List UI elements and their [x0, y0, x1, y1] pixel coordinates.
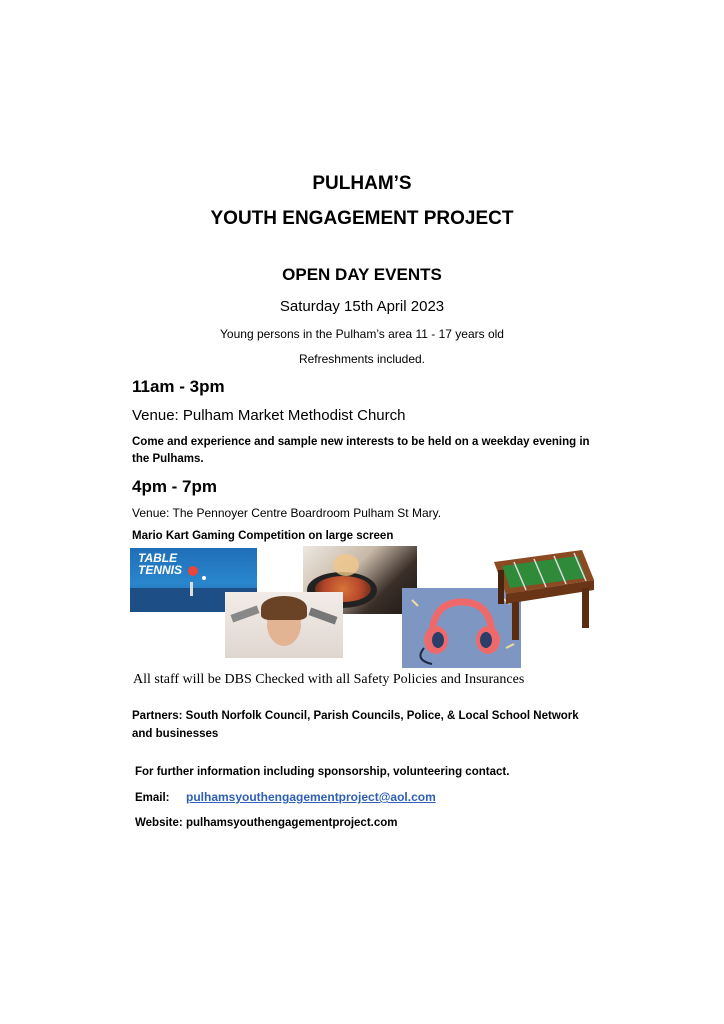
event-refreshments: Refreshments included. — [298, 352, 426, 366]
session2-time: 4pm - 7pm — [132, 477, 218, 496]
session1-venue: Venue: Pulham Market Methodist Church — [132, 407, 406, 424]
partners: Partners: South Norfolk Council, Parish Councils, Police, & Local School Network and businesses — [132, 710, 579, 740]
contact-intro: For further information including sponsorship, volunteering contact. — [135, 766, 510, 778]
table-tennis-text-2: TENNIS — [138, 563, 183, 577]
net-icon — [190, 582, 193, 596]
straightener-icon — [308, 607, 337, 624]
table-football-icon — [490, 544, 598, 644]
session2-venue: Venue: The Pennoyer Centre Boardroom Pulham St Mary. — [132, 506, 442, 520]
website-label: Website: — [135, 817, 183, 829]
staff-note: All staff will be DBS Checked with all Safety Policies and Insurances — [133, 672, 525, 687]
flame-icon — [333, 554, 359, 576]
title-line2: YOUTH ENGAGEMENT PROJECT — [210, 208, 514, 229]
website-value: pulhamsyouthengagementproject.com — [186, 817, 398, 829]
paddle-icon — [188, 566, 198, 576]
hair-icon — [261, 596, 307, 620]
event-audience: Young persons in the Pulham’s area 11 - 17 years old — [220, 327, 504, 341]
email-link[interactable]: pulhamsyouthengagementproject@aol.com — [186, 790, 436, 804]
hairdryer-icon — [230, 605, 259, 622]
table-football-image — [490, 544, 598, 644]
title-line1: PULHAM’S — [312, 173, 412, 194]
table-tennis-text-1: TABLE — [138, 551, 178, 565]
session1-time: 11am - 3pm — [132, 377, 225, 396]
session2-description: Mario Kart Gaming Competition on large screen — [132, 530, 394, 542]
hairdressing-image — [225, 592, 343, 658]
session1-description: Come and experience and sample new interests to be held on a weekday evening in the Pulhams. — [132, 436, 590, 465]
event-date: Saturday 15th April 2023 — [279, 298, 445, 315]
event-heading: OPEN DAY EVENTS — [282, 265, 442, 284]
email-label: Email: — [135, 792, 170, 804]
ball-icon — [202, 576, 206, 580]
